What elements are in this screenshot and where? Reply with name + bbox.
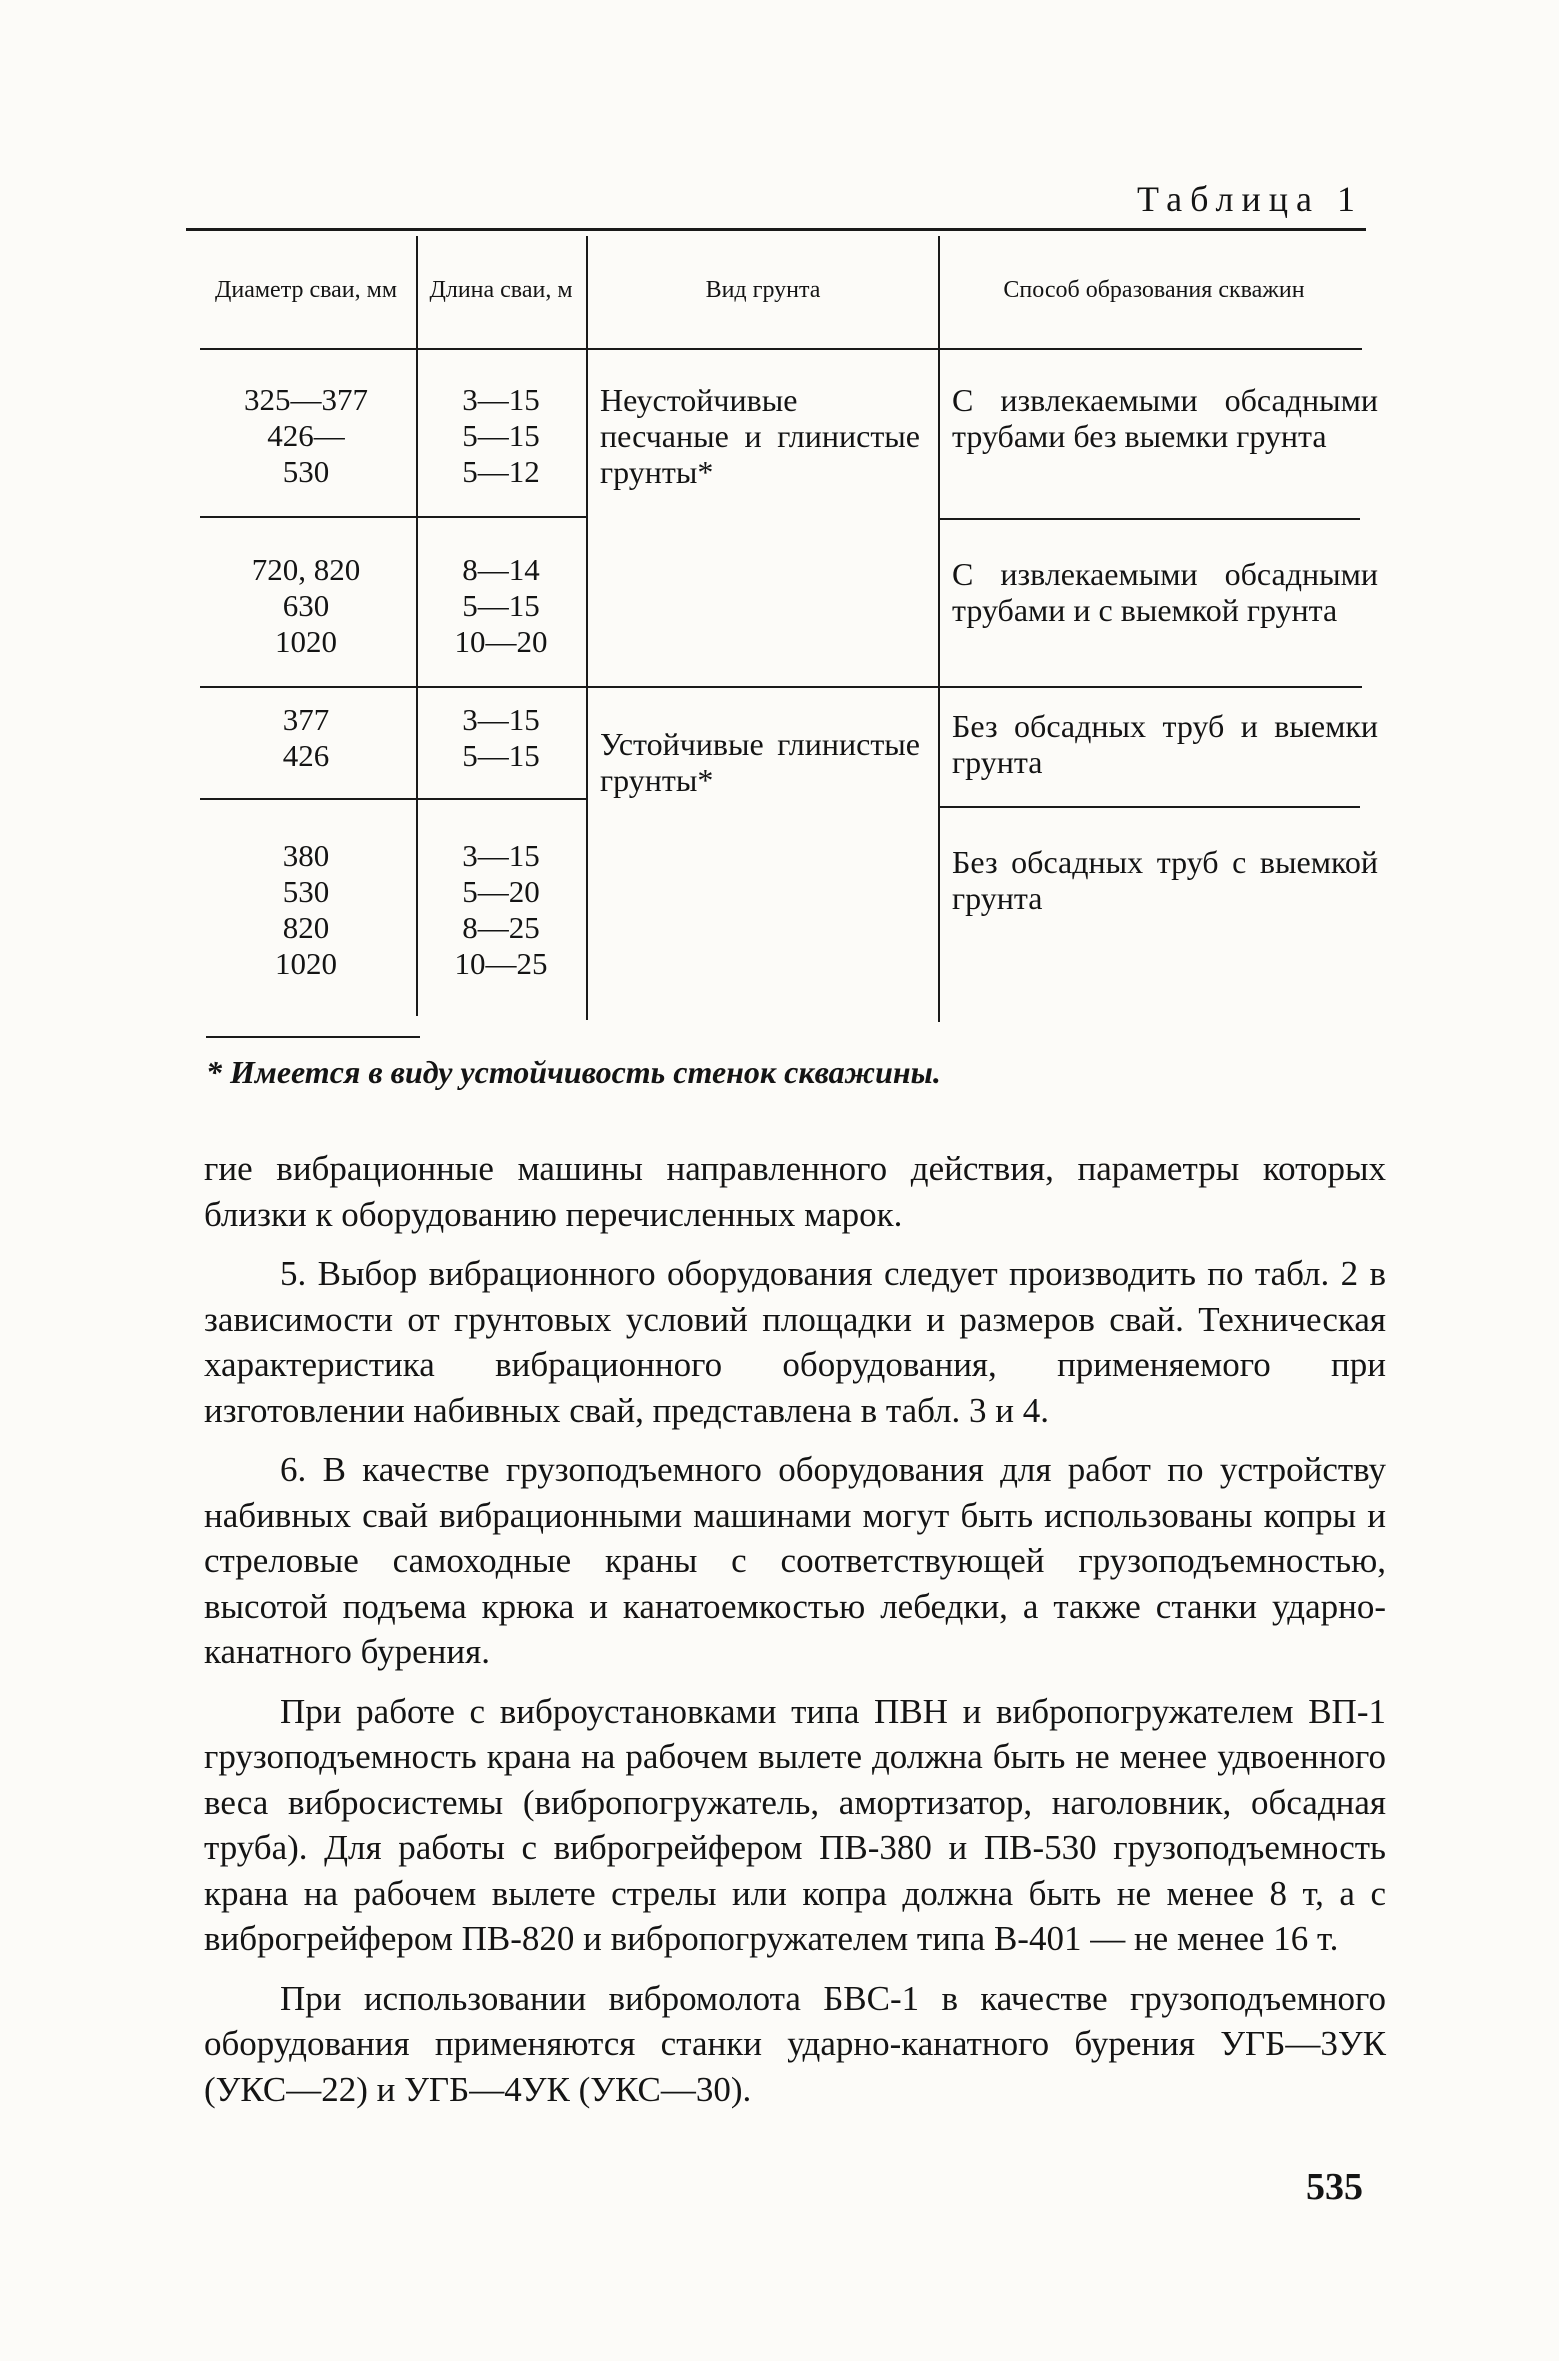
length-cell: 3—15 5—20 8—25 10—25 — [454, 838, 548, 981]
body-text — [204, 1146, 1386, 2126]
column-divider-2 — [586, 236, 588, 1020]
diameter-cell: 377 426 — [282, 702, 330, 773]
paragraph: 6. В качестве грузоподъемного оборудования для работ по устройству набивных свай вибрационными машинами могут быть использованы копры и стреловые самоходные краны с соответствующей грузоподъемностью, высотой подъема крюка и канатоемкостью лебедки, а также станки ударно-канатного бурения. — [204, 1450, 1386, 1671]
method-cell: С извлекаемыми обсадными трубами и с выемкой грунта — [952, 556, 1378, 628]
header-soil: Вид грунта — [705, 277, 821, 303]
header-diameter: Диаметр сваи, мм — [214, 277, 398, 303]
paragraph: При работе с виброустановками типа ПВН и вибропогружателем ВП-1 грузоподъемность крана на рабочем вылете должна быть не менее удвоенного веса вибросистемы (вибропогружатель, амортизатор, наголовник, обсадная труба). Для работы с виброгрейфером ПВ-380 и ПВ-530 грузоподъемность крана на рабочем вылете стрелы или копра должна быть не менее 8 т, а с виброгрейфером ПВ-820 и вибропогружателем типа В-401 — не менее 16 т. — [204, 1691, 1386, 1958]
method-cell: С извлекаемыми обсадными трубами без выемки грунта — [952, 382, 1378, 454]
row-rule-2 — [200, 686, 1362, 688]
column-divider-1 — [416, 236, 418, 1016]
method-cell: Без обсадных труб с выемкой грунта — [952, 844, 1378, 916]
table-top-rule — [186, 228, 1366, 231]
soil-type-cell: Устойчивые глинистые грунты* — [600, 726, 920, 798]
column-divider-3 — [938, 236, 940, 1022]
header-length: Длина сваи, м — [429, 277, 573, 303]
row-rule-3-right — [940, 806, 1360, 808]
row-rule-1-left — [200, 516, 586, 518]
paragraph: гие вибрационные машины направленного действия, параметры которых близки к оборудованию перечисленных марок. — [204, 1149, 1386, 1234]
method-cell: Без обсадных труб и выемки грунта — [952, 708, 1378, 780]
diameter-cell: 325—377 426— 530 — [244, 382, 368, 489]
length-cell: 3—15 5—15 — [462, 702, 540, 773]
row-rule-1-right — [940, 518, 1360, 520]
diameter-cell: 720, 820 630 1020 — [251, 552, 361, 659]
row-rule-3-left — [200, 798, 586, 800]
length-cell: 8—14 5—15 10—20 — [454, 552, 548, 659]
diameter-cell: 380 530 820 1020 — [275, 838, 337, 981]
paragraph: 5. Выбор вибрационного оборудования следует производить по табл. 2 в зависимости от грунтовых условий площадки и размеров свай. Техническая характеристика вибрационного оборудования, применяемого при изготовлении набивных свай, представлена в табл. 3 и 4. — [204, 1254, 1386, 1430]
table-caption: Таблица 1 — [1137, 179, 1363, 219]
page-number: 535 — [1306, 2166, 1363, 2208]
length-cell: 3—15 5—15 5—12 — [462, 382, 540, 489]
header-bottom-rule — [200, 348, 1362, 350]
table-footnote: * Имеется в виду устойчивость стенок скважины. — [206, 1054, 941, 1090]
footnote-rule — [206, 1036, 420, 1038]
header-method: Способ образования скважин — [1003, 277, 1305, 303]
soil-type-cell: Неустойчивые песчаные и глинистые грунты* — [600, 382, 920, 490]
paragraph: При использовании вибромолота БВС-1 в качестве грузоподъемного оборудования применяются станки ударно-канатного бурения УГБ—3УК (УКС—22) и УГБ—4УК (УКС—30). — [204, 1978, 1386, 2109]
